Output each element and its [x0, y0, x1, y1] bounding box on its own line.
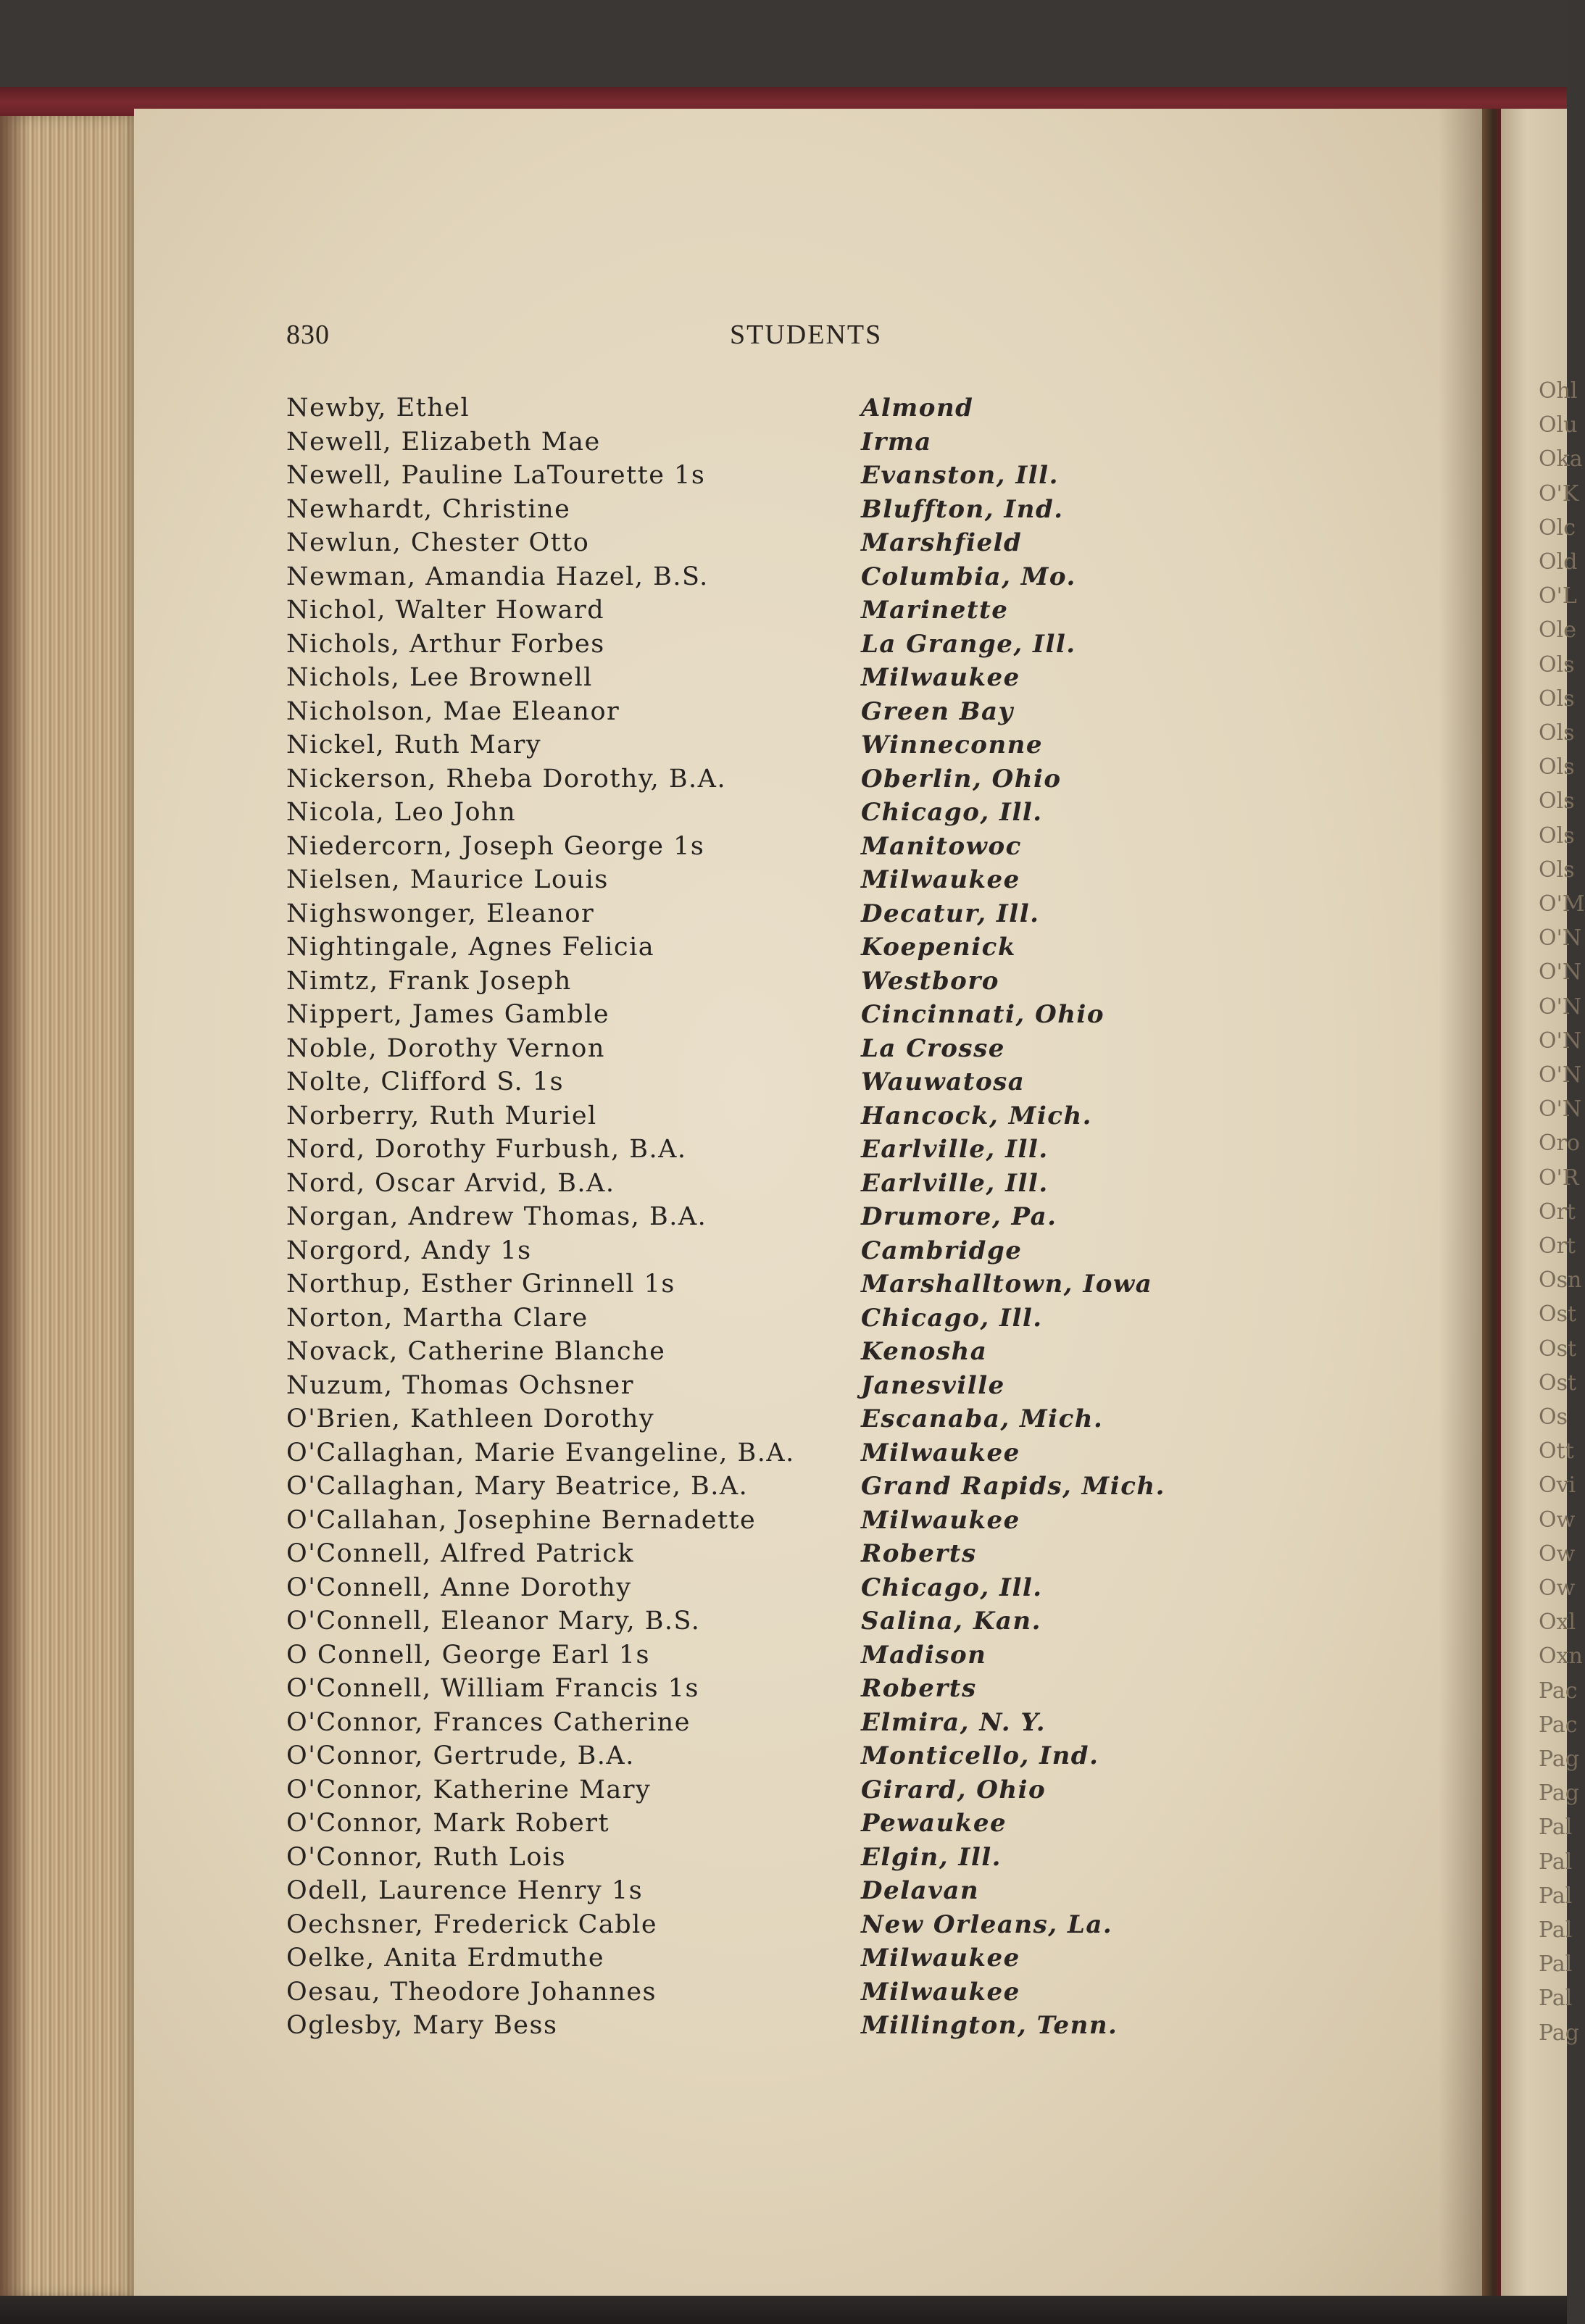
facing-page-fragment: Oka — [1539, 446, 1583, 472]
student-name: O'Brien, Kathleen Dorothy — [286, 1404, 655, 1433]
student-hometown: Cambridge — [861, 1236, 1023, 1265]
student-entry — [286, 1739, 1228, 1773]
student-hometown: Evanston, Ill. — [861, 461, 1059, 490]
student-name: O'Connell, William Francis 1s — [286, 1674, 699, 1703]
facing-page-edge — [1501, 109, 1585, 2297]
student-hometown: La Grange, Ill. — [861, 629, 1076, 659]
facing-page-fragment: Ost — [1539, 1370, 1577, 1396]
student-entry — [286, 1436, 1228, 1470]
facing-page-fragment: Pal — [1539, 1849, 1573, 1875]
student-entry — [286, 1841, 1228, 1875]
student-entry — [286, 1335, 1228, 1369]
student-entry — [286, 1200, 1228, 1234]
student-name: Nickerson, Rheba Dorothy, B.A. — [286, 764, 727, 794]
student-entry — [286, 493, 1228, 527]
facing-page-fragment: Ost — [1539, 1336, 1577, 1362]
student-entry — [286, 762, 1228, 796]
student-hometown: Marshfield — [861, 528, 1023, 557]
facing-page-fragment: Ort — [1539, 1199, 1576, 1225]
student-entry — [286, 863, 1228, 897]
student-name: Newell, Elizabeth Mae — [286, 427, 601, 457]
student-entry — [286, 526, 1228, 560]
student-name: Nicholson, Mae Eleanor — [286, 696, 620, 726]
student-name: Nichol, Walter Howard — [286, 596, 605, 625]
page-header — [286, 319, 1214, 355]
facing-page-fragment: Ols — [1539, 686, 1575, 712]
facing-page-fragment: O'R — [1539, 1165, 1579, 1191]
student-hometown: Girard, Ohio — [861, 1775, 1047, 1804]
facing-page-fragment: Pac — [1539, 1678, 1578, 1704]
student-name: O'Connor, Gertrude, B.A. — [286, 1741, 635, 1770]
student-entry — [286, 1807, 1228, 1841]
student-hometown: Monticello, Ind. — [861, 1741, 1099, 1770]
student-entry — [286, 2009, 1228, 2043]
student-name: Nighswonger, Eleanor — [286, 899, 595, 928]
student-entry — [286, 1301, 1228, 1336]
student-name: Norgan, Andrew Thomas, B.A. — [286, 1202, 707, 1231]
student-entry — [286, 1234, 1228, 1268]
facing-page-fragment: O'N — [1539, 925, 1582, 951]
student-entry — [286, 695, 1228, 729]
student-name: O'Connell, Anne Dorothy — [286, 1573, 632, 1602]
student-entry — [286, 1604, 1228, 1638]
student-name: Oglesby, Mary Bess — [286, 2011, 558, 2040]
student-hometown: Janesville — [861, 1370, 1005, 1400]
facing-page-fragment: Ort — [1539, 1233, 1576, 1259]
student-entry — [286, 1874, 1228, 1908]
student-hometown: New Orleans, La. — [861, 1909, 1113, 1939]
student-name: Nichols, Lee Brownell — [286, 663, 593, 692]
facing-page-fragment: O'N — [1539, 1028, 1582, 1054]
facing-page-fragment: Pal — [1539, 1815, 1573, 1841]
student-entry — [286, 560, 1228, 594]
student-entry — [286, 998, 1228, 1032]
facing-page-fragment: Pag — [1539, 1781, 1579, 1807]
facing-page-fragment: O'N — [1539, 1096, 1582, 1123]
facing-page-fragment: O'L — [1539, 583, 1577, 609]
student-name: O'Callaghan, Mary Beatrice, B.A. — [286, 1472, 749, 1501]
student-hometown: Pewaukee — [861, 1809, 1007, 1838]
student-name: Norgord, Andy 1s — [286, 1236, 532, 1265]
student-entry — [286, 965, 1228, 999]
student-name: Newman, Amandia Hazel, B.S. — [286, 562, 709, 591]
student-name: Nightingale, Agnes Felicia — [286, 933, 655, 962]
student-name: Nichols, Arthur Forbes — [286, 629, 605, 659]
facing-page-fragment: Ole — [1539, 617, 1576, 644]
student-name: Odell, Laurence Henry 1s — [286, 1876, 644, 1905]
student-name: Oechsner, Frederick Cable — [286, 1909, 658, 1939]
student-name: Oesau, Theodore Johannes — [286, 1977, 657, 2007]
student-name: O'Connell, Alfred Patrick — [286, 1539, 635, 1568]
facing-page-fragment: Ols — [1539, 754, 1575, 780]
student-name: Nielsen, Maurice Louis — [286, 865, 609, 894]
student-entry — [286, 897, 1228, 931]
student-entry — [286, 930, 1228, 965]
student-entry — [286, 1470, 1228, 1504]
student-hometown: Marshalltown, Iowa — [861, 1270, 1153, 1299]
student-hometown: Winneconne — [861, 730, 1044, 759]
student-entry — [286, 661, 1228, 695]
student-entry — [286, 1537, 1228, 1571]
student-hometown: Westboro — [861, 966, 999, 996]
student-entry — [286, 1908, 1228, 1942]
facing-page-fragment: Ols — [1539, 857, 1575, 883]
facing-page-fragment: Pal — [1539, 1917, 1573, 1943]
student-name: Nimtz, Frank Joseph — [286, 966, 572, 996]
student-hometown: Chicago, Ill. — [861, 1303, 1043, 1333]
facing-page-fragment: Olc — [1539, 515, 1576, 541]
student-hometown: Milwaukee — [861, 1505, 1020, 1535]
student-entry — [286, 1167, 1228, 1201]
facing-page-fragment: Oro — [1539, 1130, 1580, 1157]
student-entry — [286, 1032, 1228, 1066]
facing-page-fragment: Ohl — [1539, 378, 1578, 404]
student-name: Nord, Oscar Arvid, B.A. — [286, 1168, 615, 1198]
facing-page-fragment: Ols — [1539, 788, 1575, 815]
student-hometown: Milwaukee — [861, 1977, 1020, 2007]
facing-page-fragment: Pal — [1539, 1986, 1573, 2012]
student-entry — [286, 1571, 1228, 1605]
student-name: Newhardt, Christine — [286, 494, 571, 524]
student-name: Niedercorn, Joseph George 1s — [286, 831, 705, 861]
student-hometown: Drumore, Pa. — [861, 1202, 1057, 1231]
student-name: O'Connor, Katherine Mary — [286, 1775, 652, 1804]
student-entry — [286, 459, 1228, 493]
page-edges-shadow — [0, 116, 29, 2297]
student-name: O'Connell, Eleanor Mary, B.S. — [286, 1607, 701, 1636]
book-gutter — [1482, 109, 1501, 2297]
facing-page-fragment: Ow — [1539, 1575, 1576, 1601]
student-name: Nickel, Ruth Mary — [286, 730, 542, 759]
student-entry — [286, 1672, 1228, 1706]
student-hometown: Chicago, Ill. — [861, 1573, 1043, 1602]
facing-page-fragment: Pac — [1539, 1712, 1578, 1738]
facing-page-fragment: Ols — [1539, 720, 1575, 746]
student-hometown: Wauwatosa — [861, 1067, 1026, 1096]
facing-page-fragment: Pag — [1539, 1746, 1579, 1772]
facing-page-fragment: Ols — [1539, 651, 1575, 678]
student-hometown: Almond — [861, 393, 974, 422]
facing-page-fragment: Ovi — [1539, 1473, 1576, 1499]
student-name: Noble, Dorothy Vernon — [286, 1033, 605, 1063]
facing-page-fragment: O'M — [1539, 891, 1585, 917]
facing-page-fragment: O'N — [1539, 959, 1582, 986]
student-hometown: Chicago, Ill. — [861, 798, 1043, 827]
student-hometown: Bluffton, Ind. — [861, 494, 1064, 524]
student-hometown: Milwaukee — [861, 865, 1020, 894]
student-name: Novack, Catherine Blanche — [286, 1337, 666, 1366]
student-hometown: Earlville, Ill. — [861, 1135, 1049, 1164]
student-entry — [286, 1706, 1228, 1740]
student-name: O'Connor, Frances Catherine — [286, 1707, 691, 1737]
student-hometown: Kenosha — [861, 1337, 988, 1366]
student-entry — [286, 1133, 1228, 1167]
facing-page-fragment: Oxn — [1539, 1644, 1583, 1670]
facing-page-fragment: Olu — [1539, 412, 1578, 438]
student-hometown: Grand Rapids, Mich. — [861, 1472, 1165, 1501]
page-number: 830 — [286, 320, 330, 350]
facing-page-fragment: Ow — [1539, 1507, 1576, 1533]
student-hometown: Millington, Tenn. — [861, 2011, 1118, 2040]
student-hometown: Madison — [861, 1640, 987, 1670]
student-entry — [286, 1267, 1228, 1301]
student-hometown: Delavan — [861, 1876, 980, 1905]
student-hometown: Columbia, Mo. — [861, 562, 1076, 591]
student-entry — [286, 425, 1228, 459]
student-list — [286, 391, 1228, 2043]
facing-page-fragment: O'N — [1539, 994, 1582, 1020]
student-name: O'Connor, Mark Robert — [286, 1809, 610, 1838]
student-entry — [286, 1773, 1228, 1807]
student-hometown: Roberts — [861, 1539, 977, 1568]
student-name: Newlun, Chester Otto — [286, 528, 590, 557]
student-name: O'Connor, Ruth Lois — [286, 1842, 567, 1872]
student-hometown: Milwaukee — [861, 1438, 1020, 1467]
student-hometown: Irma — [861, 427, 932, 457]
student-name: Norton, Martha Clare — [286, 1303, 588, 1333]
student-name: Nuzum, Thomas Ochsner — [286, 1370, 634, 1400]
student-name: O Connell, George Earl 1s — [286, 1640, 651, 1670]
student-name: Newell, Pauline LaTourette 1s — [286, 461, 706, 490]
student-entry — [286, 628, 1228, 662]
facing-page-fragment: O'N — [1539, 1062, 1582, 1088]
student-entry — [286, 1941, 1228, 1975]
facing-page-fragment: Pal — [1539, 1952, 1573, 1978]
student-hometown: Milwaukee — [861, 663, 1020, 692]
student-name: Nolte, Clifford S. 1s — [286, 1067, 565, 1096]
student-name: O'Callaghan, Marie Evangeline, B.A. — [286, 1438, 795, 1467]
running-head: STUDENTS — [730, 320, 883, 350]
student-entry — [286, 391, 1228, 425]
student-hometown: Cincinnati, Ohio — [861, 1000, 1105, 1029]
student-entry — [286, 1402, 1228, 1436]
student-hometown: Roberts — [861, 1674, 977, 1703]
student-name: Northup, Esther Grinnell 1s — [286, 1270, 675, 1299]
facing-page-fragment: Ols — [1539, 822, 1575, 849]
binding-bottom — [0, 2296, 1567, 2324]
student-entry — [286, 830, 1228, 864]
facing-page-fragment: Ow — [1539, 1541, 1576, 1567]
student-hometown: Elmira, N. Y. — [861, 1707, 1047, 1737]
student-hometown: Manitowoc — [861, 831, 1022, 861]
student-hometown: Green Bay — [861, 696, 1014, 726]
student-entry — [286, 594, 1228, 628]
student-name: Nicola, Leo John — [286, 798, 517, 827]
student-name: Norberry, Ruth Muriel — [286, 1101, 597, 1130]
facing-page-fragment: O'K — [1539, 480, 1579, 507]
student-entry — [286, 796, 1228, 830]
student-hometown: Milwaukee — [861, 1944, 1020, 1973]
facing-page-fragment: Ott — [1539, 1438, 1574, 1465]
student-entry — [286, 728, 1228, 762]
facing-page-fragment: Old — [1539, 549, 1578, 575]
student-entry — [286, 1099, 1228, 1133]
student-hometown: Elgin, Ill. — [861, 1842, 1002, 1872]
student-hometown: Koepenick — [861, 933, 1016, 962]
facing-page-fragment: Osn — [1539, 1267, 1582, 1294]
student-entry — [286, 1065, 1228, 1099]
student-hometown: Oberlin, Ohio — [861, 764, 1062, 794]
facing-page-fragment: Oxl — [1539, 1609, 1576, 1636]
student-name: Oelke, Anita Erdmuthe — [286, 1944, 605, 1973]
student-hometown: Hancock, Mich. — [861, 1101, 1092, 1130]
student-entry — [286, 1369, 1228, 1403]
facing-page-fragment: Pag — [1539, 2020, 1579, 2046]
student-hometown: Decatur, Ill. — [861, 899, 1040, 928]
student-name: Nippert, James Gamble — [286, 1000, 610, 1029]
student-hometown: La Crosse — [861, 1033, 1005, 1063]
student-entry — [286, 1638, 1228, 1673]
student-hometown: Earlville, Ill. — [861, 1168, 1049, 1198]
student-name: O'Callahan, Josephine Bernadette — [286, 1505, 757, 1535]
facing-page-fragment: Ost — [1539, 1301, 1577, 1328]
student-hometown: Escanaba, Mich. — [861, 1404, 1104, 1433]
student-hometown: Marinette — [861, 596, 1009, 625]
student-hometown: Salina, Kan. — [861, 1607, 1041, 1636]
facing-page-fragment: Pal — [1539, 1883, 1573, 1909]
student-entry — [286, 1975, 1228, 2009]
student-entry — [286, 1504, 1228, 1538]
facing-page-fragment: Os — [1539, 1404, 1568, 1430]
student-name: Newby, Ethel — [286, 393, 470, 422]
student-name: Nord, Dorothy Furbush, B.A. — [286, 1135, 687, 1164]
